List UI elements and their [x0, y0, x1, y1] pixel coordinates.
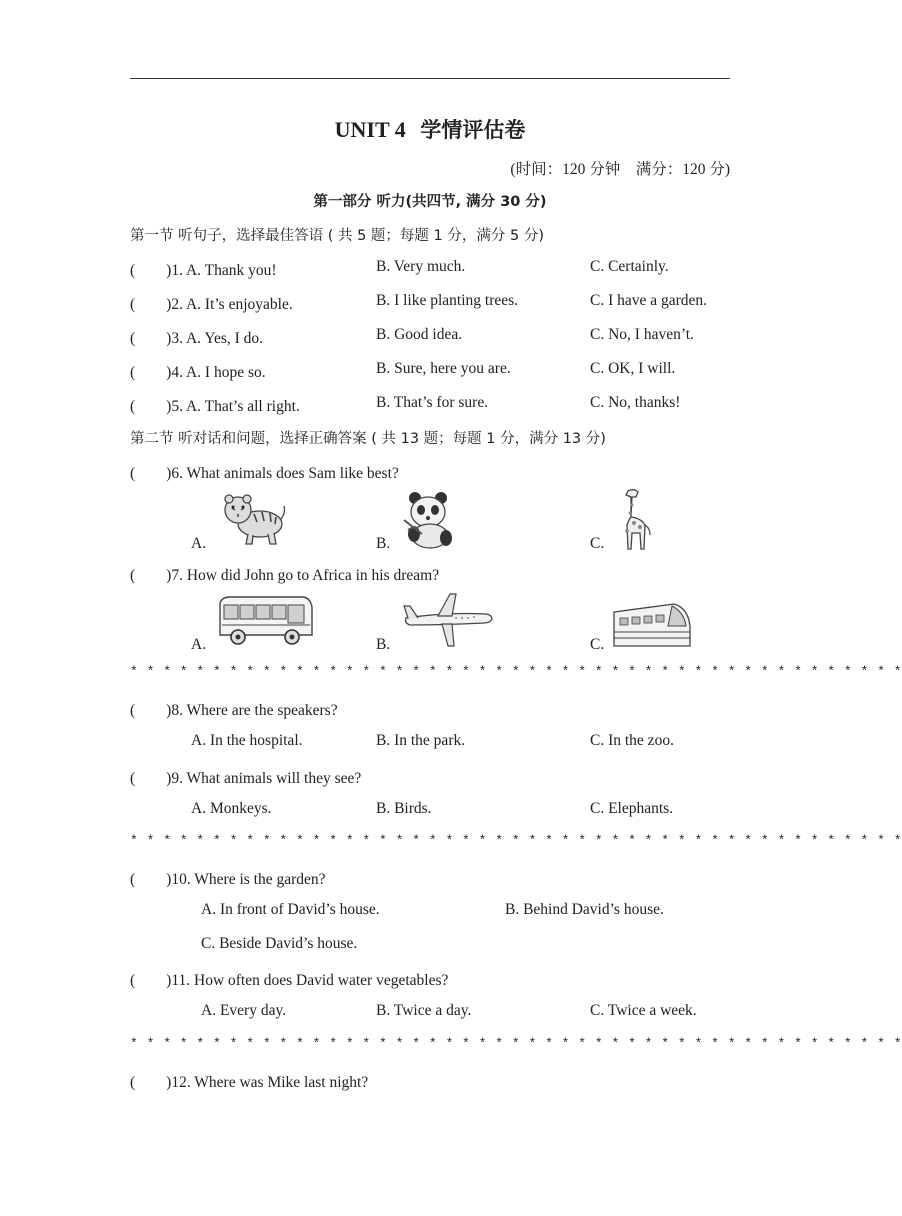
q10-option-b: B. Behind David’s house. [505, 901, 664, 918]
q3-option-c: C. No, I haven’t. [590, 326, 694, 343]
q1-stem: ( )1. A. Thank you! [130, 262, 277, 279]
q8-option-b: B. In the park. [376, 732, 466, 749]
bus-icon [216, 595, 314, 647]
q9-option-b: B. Birds. [376, 800, 432, 817]
q1-option-c: C. Certainly. [590, 258, 669, 275]
q10-option-a: A. In front of David’s house. [201, 901, 380, 918]
q6-option-b: B. [376, 535, 391, 552]
q2-stem: ( )2. A. It’s enjoyable. [130, 296, 293, 313]
q2-option-c: C. I have a garden. [590, 292, 708, 309]
q6-option-c: C. [590, 535, 605, 552]
q11-option-c: C. Twice a week. [590, 1002, 697, 1019]
q8-stem: ( )8. Where are the speakers? [130, 702, 338, 719]
q5-stem: ( )5. A. That’s all right. [130, 398, 300, 415]
q7-option-a: A. [191, 636, 207, 653]
plane-icon [402, 592, 494, 648]
q11-option-a: A. Every day. [201, 1002, 287, 1019]
q9-option-a: A. Monkeys. [191, 800, 272, 817]
panda-icon [402, 490, 458, 550]
q8-option-a: A. In the hospital. [191, 732, 303, 749]
separator-stars: * * * * * * * * * * * * * * * * * * * * * * * * * * * * * * * * * * * * * * * * * * * * * * * [130, 664, 902, 679]
q4-option-b: B. Sure, here you are. [376, 360, 511, 377]
q3-option-b: B. Good idea. [376, 326, 463, 343]
q6-option-a: A. [191, 535, 207, 552]
q3-stem: ( )3. A. Yes, I do. [130, 330, 264, 347]
q12-stem: ( )12. Where was Mike last night? [130, 1074, 369, 1091]
q9-option-c: C. Elephants. [590, 800, 674, 817]
q7-stem: ( )7. How did John go to Africa in his dream? [130, 567, 440, 584]
q5-option-b: B. That’s for sure. [376, 394, 489, 411]
q8-option-c: C. In the zoo. [590, 732, 674, 749]
q10-option-c: C. Beside David’s house. [201, 935, 358, 952]
q11-stem: ( )11. How often does David water vegetables? [130, 972, 449, 989]
train-icon [612, 598, 692, 650]
part-heading: 第一部分 听力(共四节, 满分 30 分) [313, 194, 547, 210]
q10-stem: ( )10. Where is the garden? [130, 871, 326, 888]
tiger-icon [220, 488, 286, 548]
separator-stars: * * * * * * * * * * * * * * * * * * * * * * * * * * * * * * * * * * * * * * * * * * * * * * * [130, 833, 902, 848]
q9-stem: ( )9. What animals will they see? [130, 770, 362, 787]
top-rule [130, 78, 730, 79]
separator-stars: * * * * * * * * * * * * * * * * * * * * * * * * * * * * * * * * * * * * * * * * * * * * * * * [130, 1036, 902, 1051]
section1-heading: 第一节 听句子，选择最佳答语 ( 共 5 题；每题 1 分，满分 5 分) [130, 228, 544, 244]
exam-meta: (时间：120 分钟 满分：120 分) [510, 161, 730, 178]
q6-stem: ( )6. What animals does Sam like best? [130, 465, 399, 482]
giraffe-icon [614, 487, 654, 551]
q4-option-c: C. OK, I will. [590, 360, 676, 377]
q5-option-c: C. No, thanks! [590, 394, 681, 411]
q7-option-b: B. [376, 636, 391, 653]
q1-option-b: B. Very much. [376, 258, 466, 275]
q2-option-b: B. I like planting trees. [376, 292, 519, 309]
page-title: UNIT 4 学情评估卷 [334, 117, 526, 142]
q11-option-b: B. Twice a day. [376, 1002, 472, 1019]
q4-stem: ( )4. A. I hope so. [130, 364, 266, 381]
q7-option-c: C. [590, 636, 605, 653]
section2-heading: 第二节 听对话和问题，选择正确答案 ( 共 13 题；每题 1 分，满分 13 分) [130, 431, 606, 447]
